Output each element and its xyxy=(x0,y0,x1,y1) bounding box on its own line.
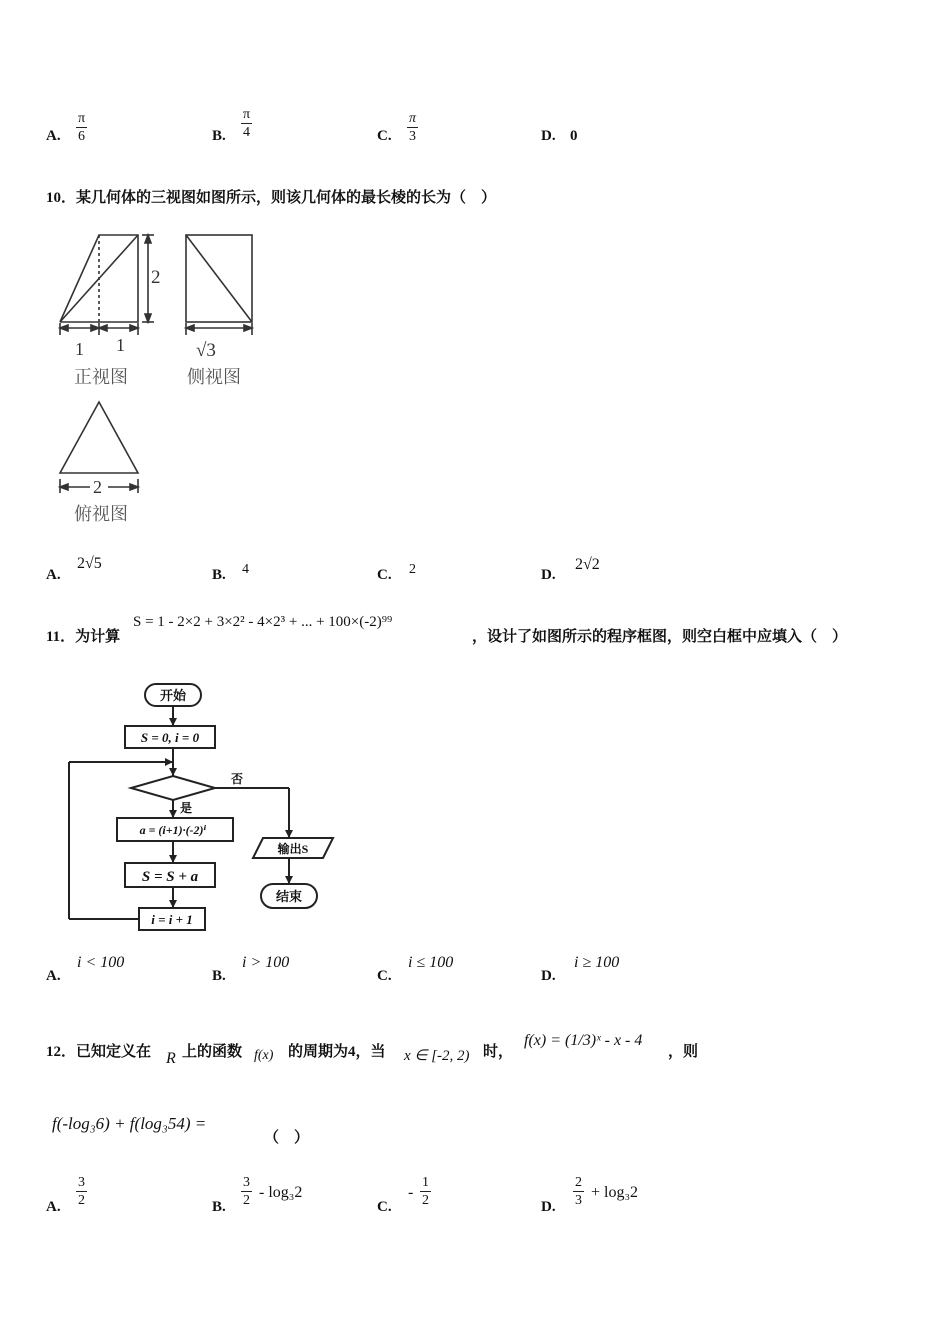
q10-option-c-label: C. xyxy=(377,567,392,583)
q9-option-a-label: A. xyxy=(46,128,61,144)
q9-option-d-value: 0 xyxy=(570,128,578,144)
q11-option-a-value: i < 100 xyxy=(77,954,125,971)
q11-option-d-value: i ≥ 100 xyxy=(574,954,620,971)
front-view-label: 正视图 xyxy=(74,367,128,387)
q12-stem-part3: 的周期为4，当 xyxy=(288,1044,386,1060)
q10-option-a-label: A. xyxy=(46,567,61,583)
q12-option-a-label: A. xyxy=(46,1199,61,1215)
q12-a-denominator: 2 xyxy=(78,1193,85,1208)
q10-option-c-value: 2 xyxy=(409,562,416,577)
q9-option-b-value xyxy=(241,106,252,141)
q12-b-numerator: 3 xyxy=(243,1175,250,1190)
q11-option-b-label: B. xyxy=(212,968,226,984)
q10-option-d-label: D. xyxy=(541,567,556,583)
q11-option-d-label: D. xyxy=(541,968,556,984)
q9-c-denominator: 3 xyxy=(409,129,416,144)
flow-inc-text: i = i + 1 xyxy=(151,912,193,927)
q10-three-views-figure xyxy=(50,225,270,535)
q12-option-c-sign: - xyxy=(408,1184,414,1201)
q9-a-denominator: 6 xyxy=(78,129,86,144)
q12-option-b-fraction xyxy=(241,1174,252,1209)
q12-option-b-label: B. xyxy=(212,1199,226,1215)
q9-option-b-label: B. xyxy=(212,128,226,144)
q12-domain: x ∈ [-2, 2) xyxy=(404,1048,470,1064)
q10-stem: 10．某几何体的三视图如图所示，则该几何体的最长棱的长为（ ） xyxy=(46,190,497,206)
q9-b-numerator: π xyxy=(243,107,251,122)
q9-option-c-value xyxy=(407,110,418,145)
q9-c-numerator: π xyxy=(409,111,417,126)
q11-stem-suffix: ，设计了如图所示的程序框图，则空白框中应填入（ ） xyxy=(472,629,848,645)
q12-stem-part1: 12．已知定义在 xyxy=(46,1044,152,1060)
side-view-drawing xyxy=(186,235,252,335)
q12-stem-part5: ，则 xyxy=(668,1044,699,1060)
q12-option-d-tail: + log₃2 xyxy=(591,1184,639,1201)
flow-no-label: 否 xyxy=(230,772,244,786)
q12-fx: f(x) xyxy=(254,1048,274,1063)
q12-a-numerator: 3 xyxy=(78,1175,85,1190)
dim-side-label: √3 xyxy=(196,340,216,361)
flow-init-text: S = 0, i = 0 xyxy=(140,730,200,745)
q12-paren: （ ） xyxy=(264,1130,310,1146)
q11-formula: S = 1 - 2×2 + 3×2² - 4×2³ + ... + 100×(-2)⁹⁹ xyxy=(133,614,393,630)
q9-a-numerator: π xyxy=(78,111,86,126)
q12-expression: f(-log₃6) + f(log₃54) = xyxy=(52,1114,207,1133)
q10-option-b-label: B. xyxy=(212,567,226,583)
q9-option-d-label: D. xyxy=(541,128,556,144)
dim-left-label: 1 xyxy=(75,339,84,359)
flow-end-text: 结束 xyxy=(275,889,303,904)
q10-option-b-value: 4 xyxy=(242,562,249,577)
q11-flowchart-figure xyxy=(55,676,345,938)
q11-option-c-label: C. xyxy=(377,968,392,984)
q11-stem-prefix: 11．为计算 xyxy=(46,629,121,645)
q12-function-definition: f(x) = (1/3)ˣ - x - 4 xyxy=(524,1032,643,1049)
q12-option-a-value xyxy=(76,1174,87,1209)
q12-option-c-value xyxy=(420,1174,431,1209)
q12-set-r: R xyxy=(166,1050,176,1067)
top-view-label: 俯视图 xyxy=(74,504,128,524)
q12-c-numerator: 1 xyxy=(422,1175,429,1190)
q12-c-denominator: 2 xyxy=(422,1193,429,1208)
q12-b-denominator: 2 xyxy=(243,1193,250,1208)
dim-top-label: 2 xyxy=(93,477,102,497)
q11-option-b-value: i > 100 xyxy=(242,954,290,971)
flow-start-text: 开始 xyxy=(159,688,187,703)
q12-option-d-label: D. xyxy=(541,1199,556,1215)
q12-option-d-fraction xyxy=(573,1174,584,1209)
q11-option-a-label: A. xyxy=(46,968,61,984)
side-view-label: 侧视图 xyxy=(187,367,241,387)
q9-option-c-label: C. xyxy=(377,128,392,144)
flow-decision-shape xyxy=(131,776,215,800)
front-view-drawing xyxy=(60,235,154,335)
q12-d-denominator: 3 xyxy=(575,1193,582,1208)
flow-yes-label: 是 xyxy=(179,801,193,815)
q12-option-c-label: C. xyxy=(377,1199,392,1215)
flow-sum-text: S = S + a xyxy=(141,869,199,885)
q10-option-d-value: 2√2 xyxy=(575,556,600,573)
q12-stem-part2: 上的函数 xyxy=(182,1044,243,1060)
q11-option-c-value: i ≤ 100 xyxy=(408,954,454,971)
q12-d-numerator: 2 xyxy=(575,1175,582,1190)
q10-option-a-value: 2√5 xyxy=(77,555,102,572)
flow-output-text: 输出S xyxy=(277,842,309,856)
q9-b-denominator: 4 xyxy=(243,125,251,140)
q12-option-b-tail: - log₃2 xyxy=(259,1184,303,1201)
dim-height-label: 2 xyxy=(151,267,161,288)
dim-right-label: 1 xyxy=(116,335,125,355)
q9-option-a-value xyxy=(76,110,87,145)
flow-assign-text: a = (i+1)·(-2)ⁱ xyxy=(139,823,207,837)
q12-stem-part4: 时， xyxy=(483,1044,514,1060)
